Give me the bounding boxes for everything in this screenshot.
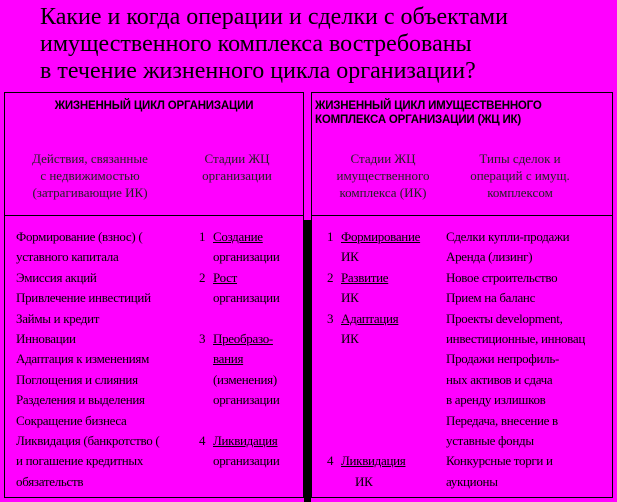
actions-header-line-2: с недвижимостью bbox=[40, 168, 140, 183]
property-stages-header-line-1: Стадии ЖЦ bbox=[350, 151, 416, 166]
deal-item: Новое строительство bbox=[446, 269, 558, 285]
property-stages-header-line-3: комплекса (ИК) bbox=[339, 185, 427, 200]
org-stage-2 bbox=[199, 268, 280, 309]
deal-item: аукционы bbox=[446, 473, 498, 489]
org-lifecycle-panel bbox=[4, 92, 304, 498]
org-stage-3 bbox=[199, 329, 280, 411]
property-lifecycle-header bbox=[312, 99, 612, 127]
property-stages-list bbox=[327, 227, 447, 497]
stage-subtitle: организации bbox=[213, 290, 280, 306]
stage-name-cont: вания bbox=[213, 351, 244, 367]
deal-types-column-header bbox=[460, 150, 580, 201]
stage-name: Преобразо- bbox=[213, 331, 273, 346]
action-item: Адаптация к изменениям bbox=[16, 351, 150, 367]
deal-item: Конкурсные торги и bbox=[446, 453, 553, 469]
action-item: Сокращение бизнеса bbox=[16, 412, 127, 428]
title-line-3: в течение жизненного цикла организации? bbox=[40, 58, 476, 84]
stage-number: 4 bbox=[199, 433, 206, 448]
property-stage-2 bbox=[327, 268, 388, 309]
property-header-line-2: КОМПЛЕКСА ОРГАНИЗАЦИИ (ЖЦ ИК) bbox=[315, 114, 521, 126]
deal-item: Продажи непрофиль- bbox=[446, 351, 559, 367]
actions-header-line-1: Действия, связанные bbox=[32, 151, 148, 166]
action-item: обязательств bbox=[16, 473, 84, 489]
action-item: Ликвидация (банкротство ( bbox=[16, 432, 160, 448]
org-stages-header-line-1: Стадии ЖЦ bbox=[204, 151, 270, 166]
action-item: Формирование (взнос) ( bbox=[16, 229, 143, 244]
action-item: уставного капитала bbox=[16, 249, 119, 265]
org-stages-header-line-2: организации bbox=[202, 168, 272, 183]
stage-name: Создание bbox=[213, 229, 263, 244]
stage-number: 1 bbox=[199, 229, 206, 244]
deal-item: Передача, внесение в bbox=[446, 412, 558, 428]
stage-name: Формирование bbox=[341, 229, 421, 244]
deal-item: в аренду излишков bbox=[446, 392, 546, 408]
stage-subtitle: (изменения) bbox=[213, 371, 277, 387]
center-divider-bar bbox=[304, 220, 311, 502]
stage-number: 2 bbox=[327, 269, 334, 285]
deal-item: ных активов и сдача bbox=[446, 371, 553, 387]
stage-name: Ликвидация bbox=[341, 453, 406, 469]
actions-header-line-3: (затрагивающие ИК) bbox=[32, 185, 148, 200]
action-item: Привлечение инвестиций bbox=[16, 290, 151, 306]
slide-title bbox=[40, 4, 610, 85]
stage-number: 1 bbox=[327, 229, 334, 244]
actions-list bbox=[16, 227, 159, 492]
stage-subtitle: ИК bbox=[341, 331, 359, 346]
org-stages-column-header bbox=[187, 150, 287, 184]
action-item: Инновации bbox=[16, 330, 76, 346]
stage-subtitle: ИК bbox=[341, 290, 359, 306]
deal-types-header-line-2: операций с имущ. bbox=[470, 168, 570, 183]
stage-name: Рост bbox=[213, 269, 237, 285]
deal-item: Аренда (лизинг) bbox=[446, 249, 533, 265]
org-stages-list bbox=[199, 227, 299, 497]
stage-number: 2 bbox=[199, 269, 206, 285]
header-divider bbox=[312, 215, 612, 216]
stage-name: Развитие bbox=[341, 269, 389, 285]
deal-item: Сделки купли-продажи bbox=[446, 229, 570, 244]
deal-item: Проекты development, bbox=[446, 310, 563, 326]
action-item: Эмиссия акций bbox=[16, 269, 97, 285]
action-item: Поглощения и слияния bbox=[16, 371, 138, 387]
stage-name: Ликвидация bbox=[213, 433, 278, 448]
stage-subtitle-cont: организации bbox=[213, 392, 280, 408]
stage-name: Адаптация bbox=[341, 310, 399, 326]
org-stage-4 bbox=[199, 431, 280, 472]
header-divider bbox=[5, 215, 303, 216]
stage-number: 4 bbox=[327, 453, 334, 469]
action-item: Займы и кредит bbox=[16, 310, 100, 326]
stage-subtitle: организации bbox=[213, 453, 280, 469]
property-stages-column-header bbox=[318, 150, 448, 201]
deal-item: Прием на баланс bbox=[446, 290, 536, 306]
stage-number: 3 bbox=[327, 310, 334, 326]
property-stage-4 bbox=[327, 451, 405, 492]
deal-types-header-line-3: комплексом bbox=[487, 185, 553, 200]
property-stage-3 bbox=[327, 309, 398, 350]
property-stages-header-line-2: имущественного bbox=[336, 168, 430, 183]
property-header-line-1: ЖИЗНЕННЫЙ ЦИКЛ ИМУЩЕСТВЕННОГО bbox=[315, 100, 542, 112]
action-item: и погашение кредитных bbox=[16, 453, 144, 469]
stage-subtitle: ИК bbox=[355, 473, 373, 489]
deal-item: уставные фонды bbox=[446, 432, 534, 448]
deal-types-header-line-1: Типы сделок и bbox=[479, 151, 561, 166]
property-lifecycle-panel bbox=[311, 92, 613, 498]
stage-subtitle: организации bbox=[213, 249, 280, 265]
org-lifecycle-header: ЖИЗНЕННЫЙ ЦИКЛ ОРГАНИЗАЦИИ bbox=[54, 100, 254, 112]
actions-column-header bbox=[15, 150, 165, 201]
action-item: Разделения и выделения bbox=[16, 392, 145, 408]
deal-types-list bbox=[446, 227, 585, 492]
org-stage-1 bbox=[199, 227, 280, 268]
stage-number: 3 bbox=[199, 331, 206, 346]
title-line-1: Какие и когда операции и сделки с объектами bbox=[40, 4, 508, 30]
title-line-2: имущественного комплекса востребованы bbox=[40, 31, 472, 57]
property-stage-1 bbox=[327, 227, 420, 268]
deal-item: инвестиционные, инновац bbox=[446, 330, 585, 346]
stage-subtitle: ИК bbox=[341, 249, 359, 265]
